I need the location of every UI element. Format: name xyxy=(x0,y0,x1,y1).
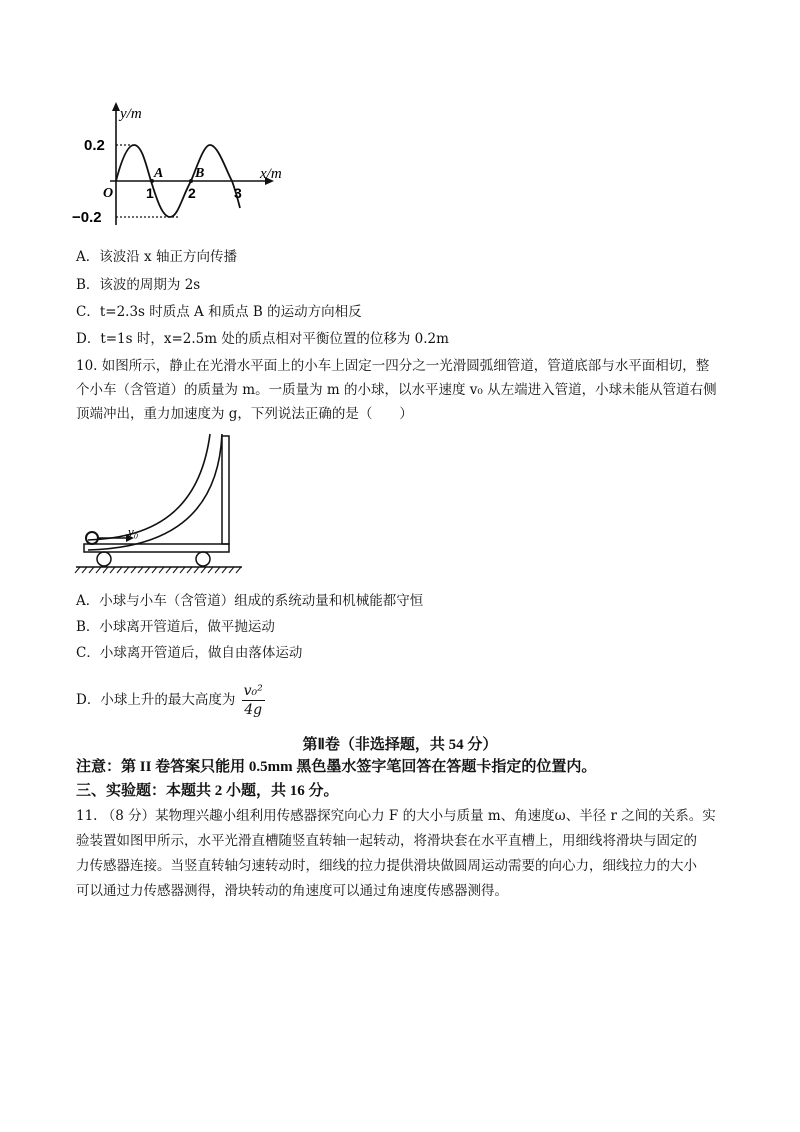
q11-line-1: 11. （8 分）某物理兴趣小组利用传感器探究向心力 F 的大小与质量 m、角速度ω、半径 r 之间的关系。实 xyxy=(76,808,716,824)
q10-option-c: C．小球离开管道后，做自由落体运动 xyxy=(76,645,303,661)
cart-tube-diagram xyxy=(70,430,260,580)
ground-hatching xyxy=(75,567,241,573)
tick-3-label: 3 xyxy=(234,185,242,201)
part-3-heading: 三、实验题：本题共 2 小题，共 16 分。 xyxy=(76,783,339,799)
q11-line-4: 可以通过力传感器测得，滑块转动的角速度可以通过角速度传感器测得。 xyxy=(76,883,508,899)
q10-stem-line-1: 10. 如图所示，静止在光滑水平面上的小车上固定一四分之一光滑圆弧细管道，管道底部与水平面相切，整 xyxy=(76,358,710,374)
q9-option-c: C．t=2.3s 时质点 A 和质点 B 的运动方向相反 xyxy=(76,304,362,320)
max-height-fraction xyxy=(242,682,265,719)
q10-option-d xyxy=(76,680,265,720)
q9-option-d: D．t=1s 时，x=2.5m 处的质点相对平衡位置的位移为 0.2m xyxy=(76,331,449,347)
y-axis-arrow xyxy=(112,102,120,111)
q10-option-d-prefix: D．小球上升的最大高度为 xyxy=(76,692,236,708)
point-b-marker xyxy=(189,179,193,183)
point-a-label: A xyxy=(154,166,164,181)
fraction-denominator: 4g xyxy=(244,702,263,718)
tick-2-label: 2 xyxy=(188,185,196,201)
wave-graph xyxy=(70,100,310,230)
right-post xyxy=(222,436,229,544)
right-wheel xyxy=(196,552,210,566)
section-2-title: 第Ⅱ卷（非选择题，共 54 分） xyxy=(302,737,498,753)
q10-stem-line-2: 个小车（含管道）的质量为 m。一质量为 m 的小球，以水平速度 v₀ 从左端进入管道，小球未能从管道右侧 xyxy=(76,382,717,398)
cart-body xyxy=(84,544,229,552)
x-axis-label: x/m xyxy=(260,166,282,182)
q9-option-b: B．该波的周期为 2s xyxy=(76,277,201,293)
q10-stem-line-3: 顶端冲出，重力加速度为 g，下列说法正确的是（ ） xyxy=(76,406,413,422)
tube-outer-arc xyxy=(88,434,210,540)
y-min-label: −0.2 xyxy=(72,209,102,226)
q11-line-3: 力传感器连接。当竖直转轴匀速转动时，细线的拉力提供滑块做圆周运动需要的向心力，细线拉力的大小 xyxy=(76,858,697,874)
left-wheel xyxy=(97,552,111,566)
velocity-label: v₀ xyxy=(128,524,139,539)
tick-1-label: 1 xyxy=(146,185,154,201)
fraction-numerator: v₀² xyxy=(243,683,263,699)
q10-option-a: A．小球与小车（含管道）组成的系统动量和机械能都守恒 xyxy=(76,593,424,609)
y-axis-label: y/m xyxy=(120,106,142,122)
q10-option-b: B．小球离开管道后，做平抛运动 xyxy=(76,619,275,635)
q9-option-a: A．该波沿 x 轴正方向传播 xyxy=(76,249,237,265)
point-b-label: B xyxy=(195,166,205,181)
y-max-label: 0.2 xyxy=(84,137,105,154)
tube-inner-arc xyxy=(88,434,222,550)
q11-line-2: 验装置如图甲所示，水平光滑直槽随竖直转轴一起转动，将滑块套在水平直槽上，用细线将滑块与固定的 xyxy=(76,833,697,849)
section-2-notice: 注意：第 II 卷答案只能用 0.5mm 黑色墨水签字笔回答在答题卡指定的位置内。 xyxy=(76,759,597,775)
origin-label: O xyxy=(103,186,114,201)
ball xyxy=(86,532,98,544)
